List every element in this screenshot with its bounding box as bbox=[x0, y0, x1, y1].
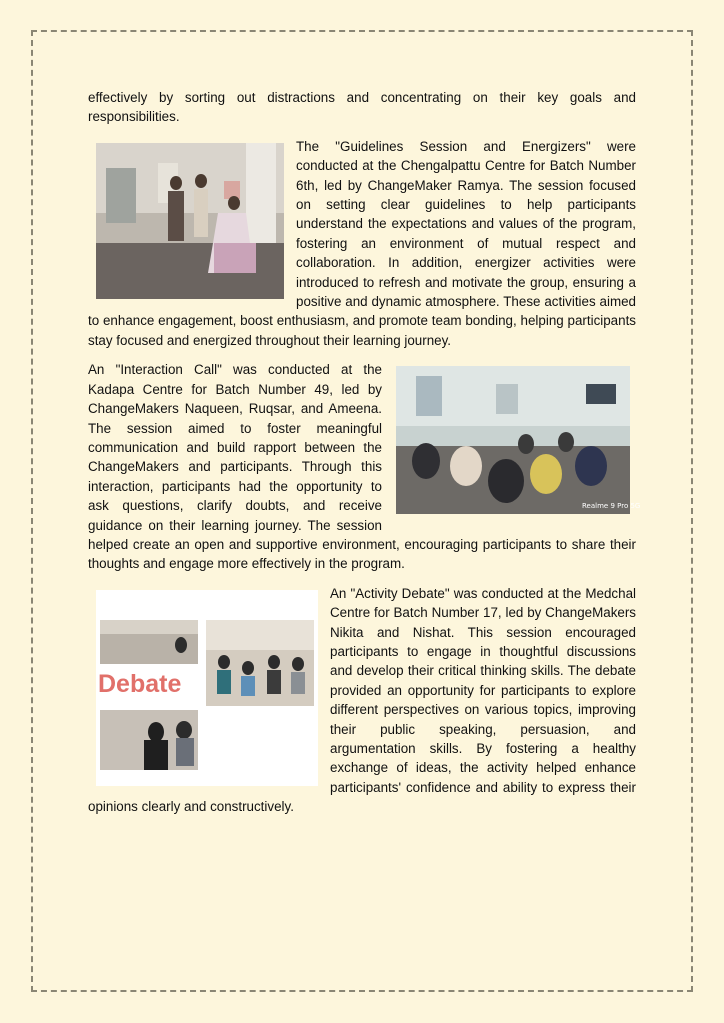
interaction-paragraph: An "Interaction Call" was conducted at the Kadapa Centre for Batch Number 49, led by ChangeMakers Naqueen, Ruqsar, and Ameena. The session aimed to foster meaningful communication and build rapport between the ChangeMakers and participants. Through this interaction, participants had the opportunity to ask questions, clarify doubts, and receive guidance on their learning journey. The session helped create an open and supportive environment, encouraging participants to share their thoughts and engage more effectively in the program. bbox=[88, 362, 636, 572]
debate-label: Debate bbox=[98, 669, 182, 698]
guidelines-paragraph: The "Guidelines Session and Energizers" were conducted at the Chengalpattu Centre for Batch Number 6th, led by ChangeMaker Ramya. The session focused on setting clear guidelines to help participants understand the expectations and values of the program, fostering an environment of mutual respect and collaboration. In addition, energizer activities were introduced to refresh and motivate the group, ensuring a positive and dynamic atmosphere. These activities aimed to enhance engagement, boost enthusiasm, and promote team bonding, helping participants stay focused and energized throughout their learning journey. bbox=[88, 138, 636, 348]
intro-paragraph: effectively by sorting out distractions and concentrating on their key goals and responsibilities. bbox=[88, 90, 636, 125]
guidelines-session-photo bbox=[96, 143, 284, 299]
debate-collage-photo bbox=[96, 590, 318, 786]
page-content bbox=[88, 88, 641, 827]
debate-paragraph: An "Activity Debate" was conducted at the Medchal Centre for Batch Number 17, led by ChangeMakers Nikita and Nishat. This session encouraged participants to engage in thoughtful discussions and develop their critical thinking skills. The debate provided an opportunity for participants to explore different perspectives on various topics, improving their public speaking, persuasion, and argumentation skills. By fostering a healthy exchange of ideas, the activity helped enhance participants' confidence and ability to express their opinions clearly and constructively. bbox=[88, 585, 636, 815]
photo-watermark: Realme 9 Pro 5G bbox=[582, 502, 641, 511]
interaction-call-photo bbox=[396, 366, 641, 514]
